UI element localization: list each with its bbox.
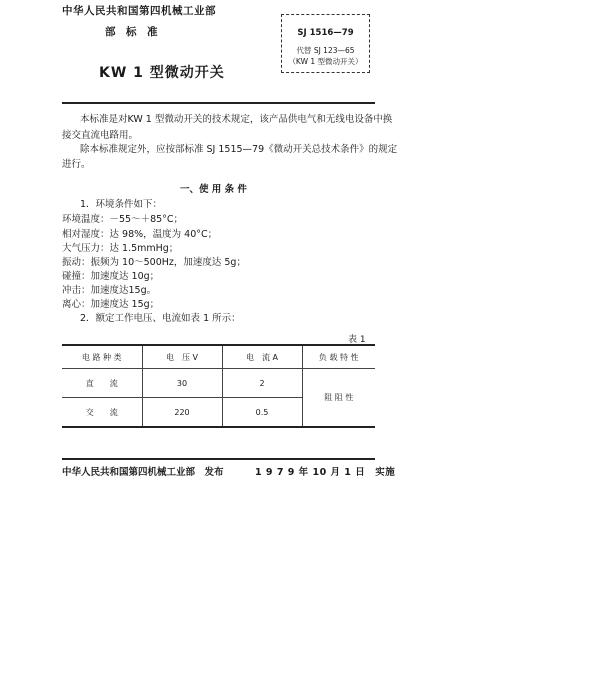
cell-type: 交 流 [62,398,142,428]
cell-current: 2 [222,369,302,398]
header-load: 负 载 特 性 [302,345,375,369]
standard-category: 部 标 准 [105,26,158,38]
condition-shock: 冲击：加速度达15g。 [62,285,157,296]
header-voltage: 电 压 V [142,345,222,369]
section-heading: 一、使 用 条 件 [180,184,247,195]
cell-load: 阻 阻 性 [302,369,375,428]
table-caption: 表 1 [348,335,366,345]
header-circuit-type: 电 路 种 类 [62,345,142,369]
condition-bump: 碰撞：加速度达 10g； [62,271,160,282]
header-current: 电 流 A [222,345,302,369]
replaces-note: （KW 1 型微动开关） [288,57,363,66]
intro-para2-line1: 除本标准规定外，应按部标准 SJ 1515—79《微动开关总技术条件》的规定 [80,144,398,155]
intro-para1-line1: 本标准是对KW 1 型微动开关的技术规定，该产品供电气和无线电设备中换 [80,114,393,125]
condition-centrifugal: 离心：加速度达 15g； [62,299,160,310]
condition-humidity: 相对湿度：达 98%，温度为 40°C； [62,229,218,240]
table-row [62,369,375,398]
rated-values-table [62,344,375,428]
item2-text: 2．额定工作电压、电流如表 1 所示： [80,313,241,324]
cell-voltage: 30 [142,369,222,398]
standard-code: SJ 1516—79 [297,28,354,38]
ministry-header: 中华人民共和国第四机械工业部 [62,5,216,17]
item1-text: 1．环境条件如下： [80,199,163,210]
table-header-row [62,345,375,369]
cell-voltage: 220 [142,398,222,428]
page-title: KW 1 型微动开关 [99,65,225,81]
intro-para2-line2: 进行。 [62,159,91,170]
standard-number-box [281,14,370,73]
footer-publisher: 中华人民共和国第四机械工业部 发布 [62,467,224,478]
intro-para1-line2: 接交直流电路用。 [62,130,139,141]
condition-temperature: 环境温度：－55～＋85°C； [62,214,184,225]
top-rule [62,102,375,104]
replaces-standard: 代替 SJ 123—65 [296,46,355,55]
condition-vibration: 振动：振频为 10～500Hz，加速度达 5g； [62,257,246,268]
footer-date: 1 9 7 9 年 10 月 1 日 实施 [255,467,396,478]
condition-pressure: 大气压力：达 1.5mmHg； [62,243,179,254]
footer-rule [62,458,375,460]
cell-current: 0.5 [222,398,302,428]
cell-type: 直 流 [62,369,142,398]
